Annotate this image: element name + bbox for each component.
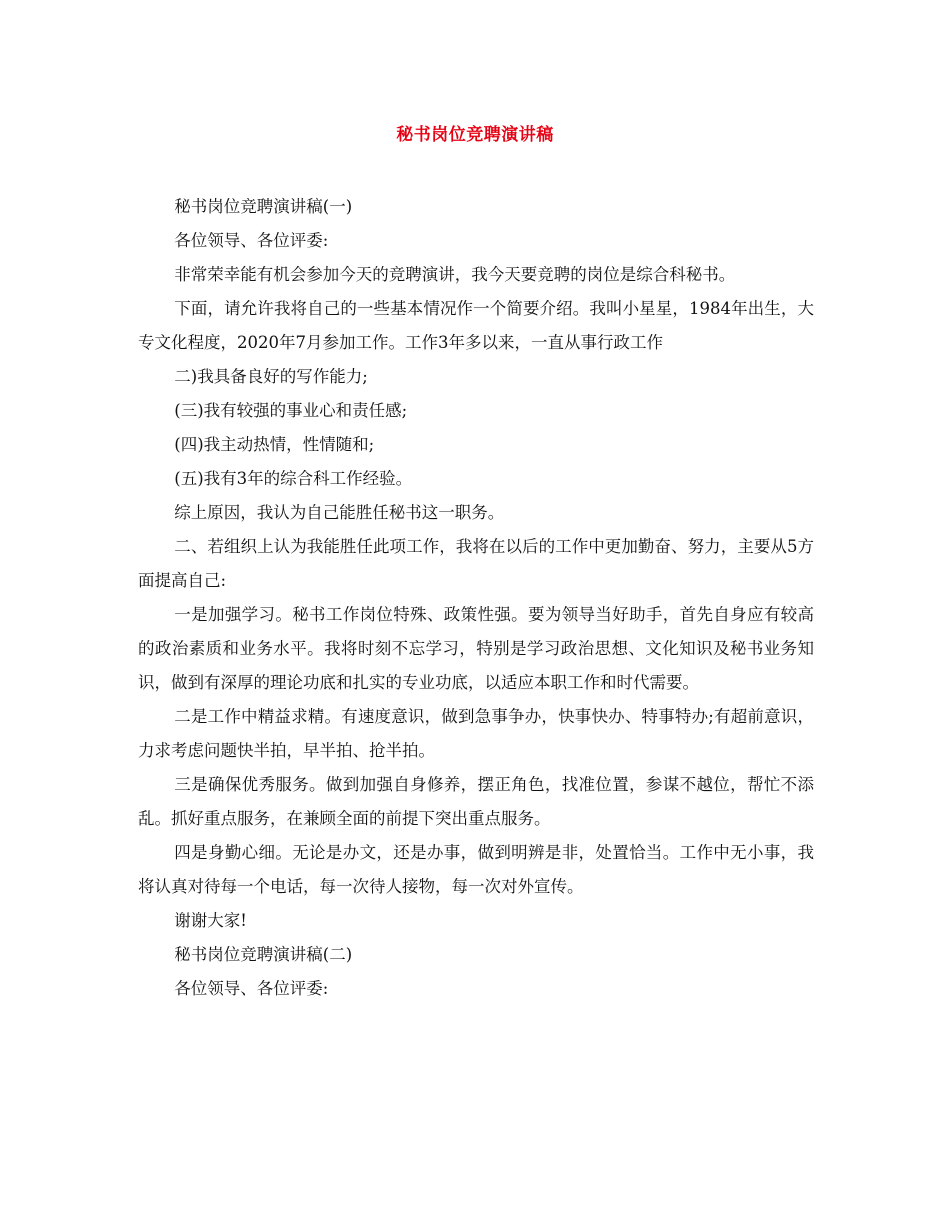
paragraph-heading-2: 秘书岗位竞聘演讲稿(二)	[174, 945, 353, 964]
paragraph: 三是确保优秀服务。做到加强自身修养，摆正角色，找准位置，参谋不越位，帮忙不添乱。抓好重点服务，在兼顾全面的前提下突出重点服务。	[138, 775, 814, 828]
paragraph: (四)我主动热情，性情随和;	[174, 435, 375, 454]
paragraph: 二是工作中精益求精。有速度意识，做到急事争办，快事快办、特事特办;有超前意识，力求考虑问题快半拍，早半拍、抢半拍。	[138, 707, 814, 760]
paragraph: 二、若组织上认为我能胜任此项工作，我将在以后的工作中更加勤奋、努力，主要从5方面提高自己:	[138, 537, 814, 590]
document-body	[138, 190, 814, 1006]
document-title: 秘书岗位竞聘演讲稿	[396, 125, 554, 145]
paragraph: 非常荣幸能有机会参加今天的竞聘演讲，我今天要竞聘的岗位是综合科秘书。	[174, 265, 736, 284]
paragraph-salutation-1: 各位领导、各位评委:	[174, 231, 329, 250]
paragraph-closing: 谢谢大家!	[174, 911, 247, 930]
paragraph-heading-1: 秘书岗位竞聘演讲稿(一)	[174, 197, 353, 216]
paragraph: (三)我有较强的事业心和责任感;	[174, 401, 408, 420]
paragraph: 四是身勤心细。无论是办文，还是办事，做到明辨是非，处置恰当。工作中无小事，我将认真对待每一个电话，每一次待人接物，每一次对外宣传。	[138, 843, 814, 896]
paragraph-salutation-2: 各位领导、各位评委:	[174, 979, 329, 998]
paragraph: (五)我有3年的综合科工作经验。	[174, 469, 413, 488]
paragraph: 一是加强学习。秘书工作岗位特殊、政策性强。要为领导当好助手，首先自身应有较高的政治素质和业务水平。我将时刻不忘学习，特别是学习政治思想、文化知识及秘书业务知识，做到有深厚的理论功底和扎实的专业功底，以适应本职工作和时代需要。	[138, 605, 814, 692]
paragraph: 二)我具备良好的写作能力;	[174, 367, 368, 386]
paragraph: 综上原因，我认为自己能胜任秘书这一职务。	[174, 503, 505, 522]
paragraph: 下面，请允许我将自己的一些基本情况作一个简要介绍。我叫小星星，1984年出生，大专文化程度，2020年7月参加工作。工作3年多以来，一直从事行政工作	[138, 299, 814, 352]
